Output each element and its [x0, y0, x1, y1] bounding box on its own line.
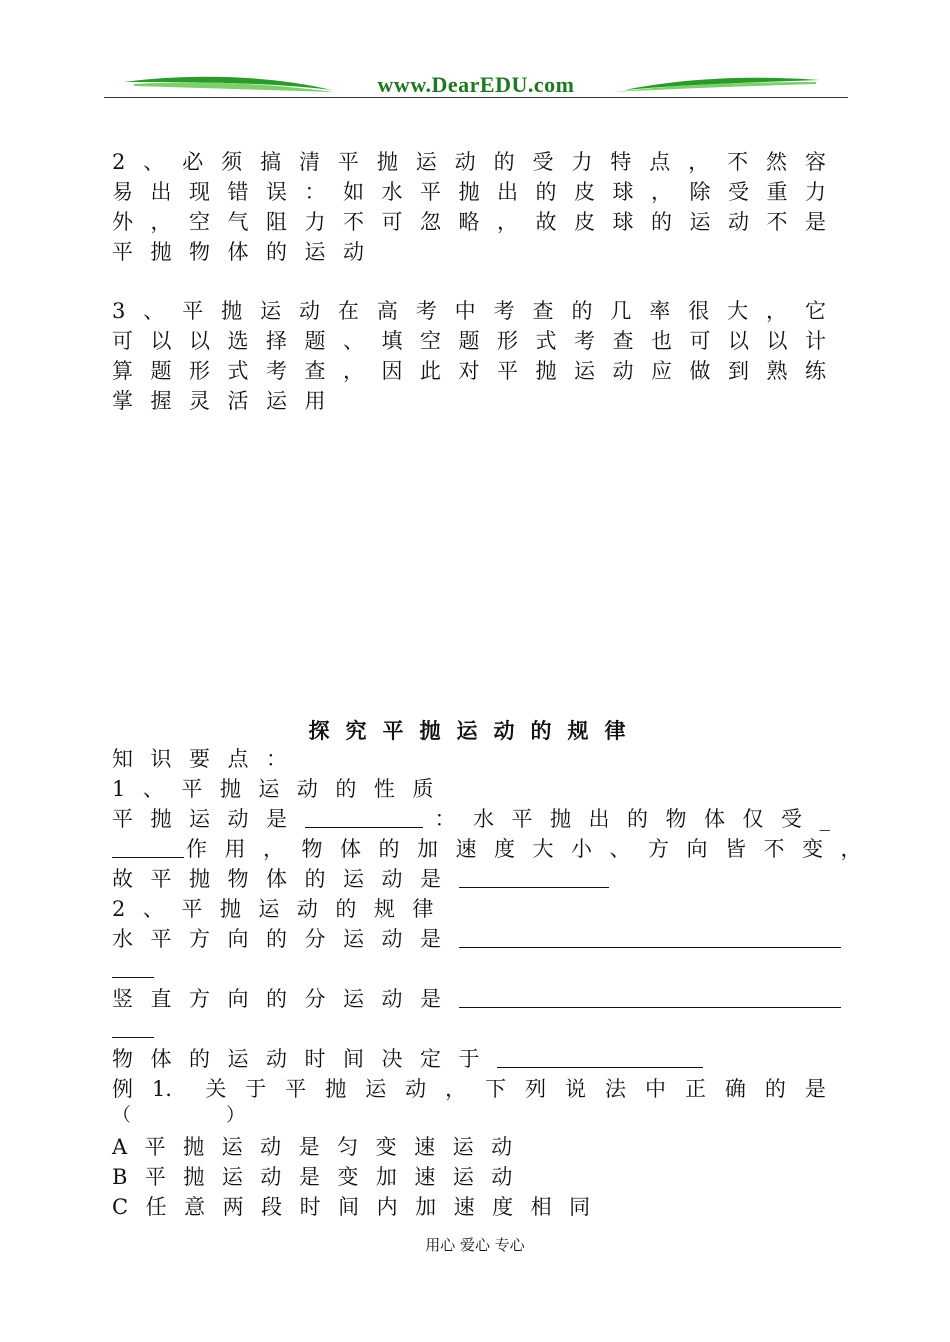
nature-label-2: ：水平抛出的物体仅受 [434, 807, 820, 831]
blank-horizontal[interactable] [459, 927, 841, 948]
option-c: C任意两段时间内加速度相同 [112, 1195, 608, 1219]
time-label: 物体的运动时间决定于 [112, 1047, 497, 1071]
blank-nature[interactable] [305, 807, 423, 828]
header-rule [104, 97, 848, 98]
blank-horizontal-cont[interactable] [112, 957, 154, 978]
time-line [112, 1045, 703, 1073]
blank-vertical-cont[interactable] [112, 1017, 154, 1038]
para3-line-1: 3 、 平 抛 运 动 在 高 考 中 考 查 的 几 率 很 大 ， 它 [112, 299, 826, 323]
knowledge-heading: 知识要点： [112, 747, 305, 771]
horizontal-line-cont [112, 955, 154, 983]
site-logo[interactable]: www.DearEDU.com [377, 72, 575, 97]
para2-line-1: 2 、 必 须 搞 清 平 抛 运 动 的 受 力 特 点 ， 不 然 容 [112, 150, 826, 174]
nature-line-2-text: 作用，物体的加速度大小、方向皆不变， [186, 837, 879, 861]
nature-label: 平抛运动是 [112, 807, 305, 831]
blank-force[interactable] [112, 837, 184, 858]
answer-parens: （ ） [112, 1104, 246, 1126]
horizontal-line [112, 925, 841, 953]
page-footer: 用心 爱心 专心 [425, 1236, 525, 1254]
vertical-label: 竖直方向的分运动是 [112, 987, 459, 1011]
example-line: 例 1． 关 于 平 抛 运 动 ， 下 列 说 法 中 正 确 的 是 [112, 1077, 826, 1101]
option-b: B平抛运动是变加速运动 [112, 1165, 530, 1189]
para2-line-3: 外 ， 空 气 阻 力 不 可 忽 略 ， 故 皮 球 的 运 动 不 是 [112, 210, 826, 234]
para2-line-4: 平抛物体的运动 [112, 240, 382, 264]
item2-heading: 2、平抛运动的规律 [112, 897, 451, 921]
item1-heading: 1、平抛运动的性质 [112, 777, 451, 801]
vertical-line [112, 985, 841, 1013]
site-header [104, 70, 848, 104]
blank-time[interactable] [497, 1047, 703, 1068]
para2-line-2: 易 出 现 错 误 ： 如 水 平 抛 出 的 皮 球 ， 除 受 重 力 [112, 180, 826, 204]
nature-line-1 [112, 805, 842, 833]
section-title: 探究平抛运动的规律 [308, 718, 642, 743]
vertical-line-cont [112, 1015, 154, 1043]
nature-line-3 [112, 865, 609, 893]
blank-force-start[interactable]: _ [819, 807, 830, 831]
para3-line-4: 掌握灵活运用 [112, 389, 343, 413]
nature-line-2 [112, 835, 879, 863]
blank-vertical[interactable] [459, 987, 841, 1008]
blank-motion-type[interactable] [459, 867, 609, 888]
motion-type-label: 故平抛物体的运动是 [112, 867, 459, 891]
option-a: A平抛运动是匀变速运动 [112, 1135, 530, 1159]
horizontal-label: 水平方向的分运动是 [112, 927, 459, 951]
para3-line-3: 算 题 形 式 考 查 ， 因 此 对 平 抛 运 动 应 做 到 熟 练 [112, 359, 826, 383]
para3-line-2: 可 以 以 选 择 题 、 填 空 题 形 式 考 查 也 可 以 以 计 [112, 329, 826, 353]
